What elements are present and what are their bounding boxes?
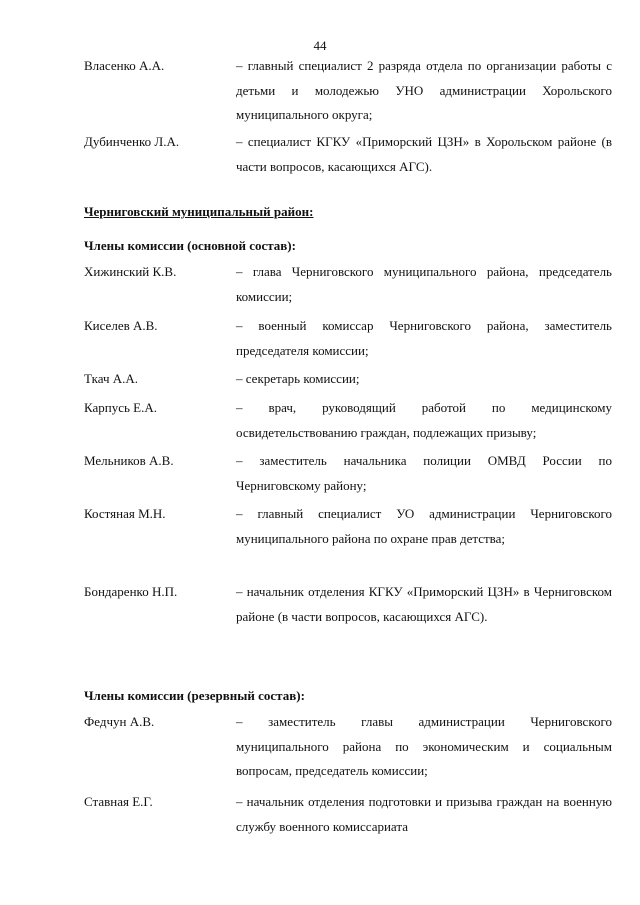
member-name: Карпусь Е.А. (84, 400, 158, 415)
member-name: Киселев А.В. (84, 318, 158, 333)
member-name: Ставная Е.Г. (84, 794, 153, 809)
member-name: Федчун А.В. (84, 714, 155, 729)
member-role: – заместитель главы администрации Черниговского муниципального района по экономическим и социальным вопросам, председатель комиссии; (236, 714, 612, 778)
member-role: – главный специалист УО администрации Черниговского муниципального района по охране прав детства; (236, 506, 612, 546)
member-role: – начальник отделения подготовки и призыва граждан на военную службу военного комиссариата (236, 794, 612, 834)
page-number: 44 (313, 38, 327, 53)
member-name: Дубинченко Л.А. (84, 134, 180, 149)
member-role: – специалист КГКУ «Приморский ЦЗН» в Хорольском районе (в части вопросов, касающихся АГС). (236, 134, 612, 174)
member-role: – секретарь комиссии; (236, 371, 360, 386)
member-name: Власенко А.А. (84, 58, 165, 73)
member-name: Бондаренко Н.П. (84, 584, 178, 599)
member-name: Костяная М.Н. (84, 506, 166, 521)
member-name: Хижинский К.В. (84, 264, 177, 279)
member-role: – глава Черниговского муниципального района, председатель комиссии; (236, 264, 612, 304)
reserve-composition-heading: Члены комиссии (резервный состав): (84, 688, 305, 703)
member-role: – военный комиссар Черниговского района, заместитель председателя комиссии; (236, 318, 612, 358)
member-role: – заместитель начальника полиции ОМВД России по Черниговскому району; (236, 453, 612, 493)
member-role: – начальник отделения КГКУ «Приморский ЦЗН» в Черниговском районе (в части вопросов, касающихся АГС). (236, 584, 612, 624)
district-title: Черниговский муниципальный район: (84, 204, 314, 219)
member-name: Ткач А.А. (84, 371, 139, 386)
main-composition-heading: Члены комиссии (основной состав): (84, 238, 296, 253)
member-name: Мельников А.В. (84, 453, 174, 468)
member-role: – главный специалист 2 разряда отдела по организации работы с детьми и молодежью УНО администрации Хорольского муниципального округа; (236, 58, 612, 122)
member-role: – врач, руководящий работой по медицинскому освидетельствованию граждан, подлежащих призыву; (236, 400, 612, 440)
